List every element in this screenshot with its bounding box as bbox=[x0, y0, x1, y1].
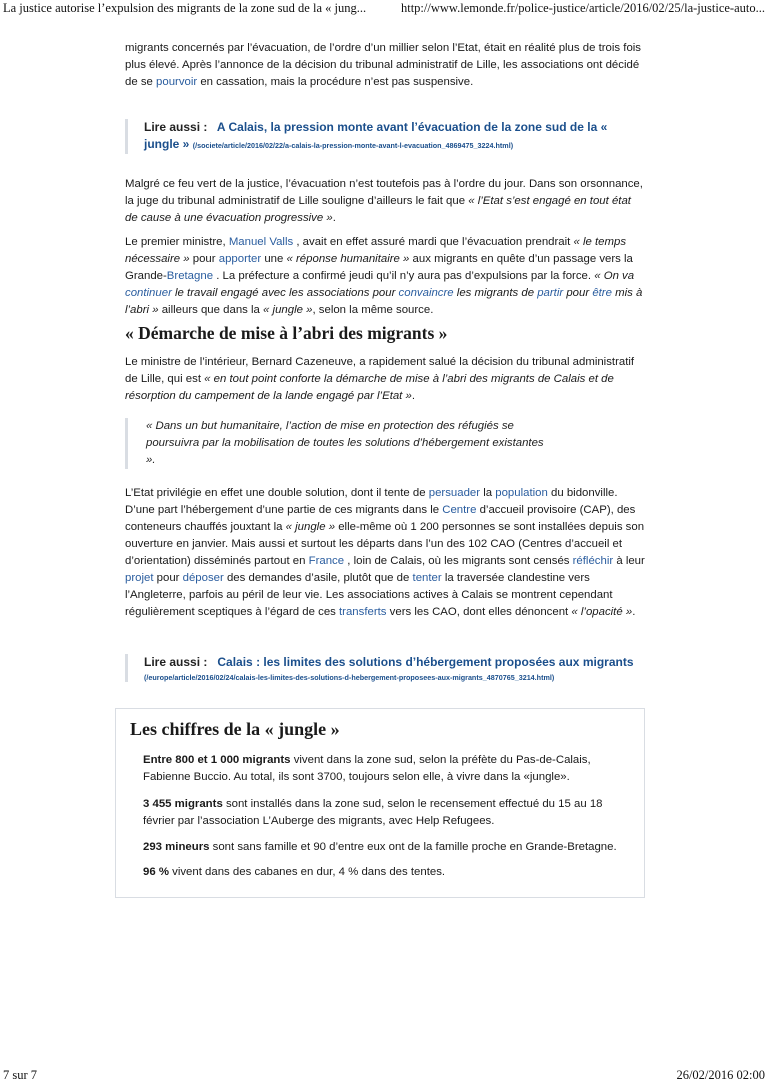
text: , avait en effet assuré mardi que l’évacuation prendrait bbox=[293, 236, 574, 248]
fact-text: sont installés dans la zone sud, selon le recensement effectué du 15 au 18 février par l’association L’Auberge des migrants, avec Help Refugees. bbox=[143, 798, 603, 827]
text: pour bbox=[189, 253, 219, 265]
text: la traversée clandestine vers l’Angleterre, parfois au péril de leur vie. Les associations actives à Calais se montrent cependant régulièrement sceptiques à l’égard de ces bbox=[125, 572, 613, 618]
link-bretagne[interactable]: Bretagne bbox=[166, 270, 214, 282]
paragraph-5 bbox=[125, 485, 645, 621]
text: pour bbox=[153, 572, 183, 584]
quote-inline: « jungle » bbox=[285, 521, 336, 533]
text: en cassation, mais la procédure n’est pas suspensive. bbox=[197, 76, 474, 88]
paragraph-4 bbox=[125, 354, 645, 405]
quote-inline: « l’opacité » bbox=[571, 606, 633, 618]
fact-bold: Entre 800 et 1 000 migrants bbox=[143, 754, 291, 766]
fact-bold: 293 mineurs bbox=[143, 841, 210, 853]
quote-inline: « le temps nécessaire » bbox=[125, 236, 627, 265]
link-apporter[interactable]: apporter bbox=[218, 253, 262, 265]
page-number: 7 sur 7 bbox=[3, 1068, 38, 1082]
related-url[interactable]: (/europe/article/2016/02/24/calais-les-limites-des-solutions-d-hebergement-proposees-aux-migrants_4870765_3214.html) bbox=[144, 673, 555, 682]
link-persuader[interactable]: persuader bbox=[428, 487, 481, 499]
text: Le premier ministre, bbox=[125, 236, 229, 248]
header-url[interactable]: http://www.lemonde.fr/police-justice/article/2016/02/25/la-justice-auto... bbox=[400, 1, 765, 15]
fact-text: vivent dans la zone sud, selon la préfète du Pas-de-Calais, Fabienne Buccio. Au total, ils sont 3700, toujours selon elle, à vivre dans la «jungle». bbox=[143, 754, 591, 783]
header-title: La justice autorise l’expulsion des migrants de la zone sud de la « jung... bbox=[3, 1, 367, 15]
quote-inline: pour bbox=[563, 287, 593, 299]
fact-item bbox=[143, 839, 633, 856]
link-partir[interactable]: partir bbox=[537, 287, 564, 299]
related-label: Lire aussi : bbox=[144, 655, 208, 669]
text: la bbox=[480, 487, 496, 499]
fact-item bbox=[143, 864, 633, 881]
related-title-link[interactable]: A Calais, la pression monte avant l’évacuation de la zone sud de la « jungle » bbox=[144, 120, 608, 151]
related-article-1[interactable] bbox=[125, 119, 634, 154]
fact-bold: 96 % bbox=[143, 866, 169, 878]
link-continuer[interactable]: continuer bbox=[125, 287, 172, 299]
link-projet[interactable]: projet bbox=[125, 572, 154, 584]
link-centre[interactable]: Centre bbox=[442, 504, 477, 516]
fact-item bbox=[143, 796, 633, 830]
text: migrants concernés par l’évacuation, de l’ordre d’un millier selon l’Etat, était en réalité plus de trois fois plus élevé. Après l’annonce de la décision du tribunal administratif de Lille, les associations ont décidé de se bbox=[125, 42, 641, 88]
blockquote: « Dans un but humanitaire, l’action de mise en protection des réfugiés se poursuivra par la mobilisation de toutes les solutions d’hébergement existantes ». bbox=[125, 418, 546, 469]
quote-inline: mis à l’abri » bbox=[125, 287, 643, 316]
quote-inline: « On va bbox=[594, 270, 635, 282]
facts-box bbox=[115, 708, 645, 898]
text: , selon la même source. bbox=[312, 304, 434, 316]
fact-text: vivent dans des cabanes en dur, 4 % dans des tentes. bbox=[168, 866, 446, 878]
link-deposer[interactable]: déposer bbox=[182, 572, 224, 584]
quote-inline: « jungle » bbox=[263, 304, 313, 316]
link-manuel-valls[interactable]: Manuel Valls bbox=[228, 236, 294, 248]
text: , loin de Calais, où les migrants sont censés bbox=[344, 555, 573, 567]
text: d’accueil provisoire (CAP), des conteneurs chauffés jouxtant la bbox=[125, 504, 636, 533]
text: à leur bbox=[613, 555, 645, 567]
facts-box-title: Les chiffres de la « jungle » bbox=[130, 719, 340, 739]
quote-inline: « réponse humanitaire » bbox=[286, 253, 410, 265]
link-pourvoir[interactable]: pourvoir bbox=[156, 76, 198, 88]
link-transferts[interactable]: transferts bbox=[339, 606, 387, 618]
paragraph-2 bbox=[125, 176, 645, 227]
section-heading: « Démarche de mise à l’abri des migrants » bbox=[125, 323, 448, 343]
paragraph-3 bbox=[125, 234, 645, 319]
text: aux migrants en quête d’un passage vers la Grande- bbox=[125, 253, 633, 282]
link-reflechir[interactable]: réfléchir bbox=[572, 555, 614, 567]
related-label: Lire aussi : bbox=[144, 120, 208, 134]
related-article-2[interactable] bbox=[125, 654, 634, 682]
fact-item bbox=[143, 752, 633, 786]
quote-inline: « l’Etat s’est engagé en tout état de cause à une évacuation progressive » bbox=[125, 195, 631, 224]
text: des demandes d’asile, plutôt que de bbox=[223, 572, 413, 584]
link-etre[interactable]: être bbox=[592, 287, 612, 299]
related-url[interactable]: (/societe/article/2016/02/22/a-calais-la-pression-monte-avant-l-evacuation_4869475_3224.html) bbox=[192, 141, 514, 150]
text: L’Etat privilégie en effet une double solution, dont il tente de bbox=[125, 487, 429, 499]
text: . bbox=[411, 390, 416, 402]
text: du bidonville. D’une part l’hébergement d’une partie de ces migrants dans le bbox=[125, 487, 618, 516]
quote-inline: « en tout point conforte la démarche de mise à l’abri des migrants de Calais et de résorption du campement de la lande engagé par l’Etat » bbox=[125, 373, 614, 402]
text: . bbox=[332, 212, 336, 224]
text: elle-même où 1 200 personnes se sont installées depuis son ouverture en janvier. Mais aussi et surtout les départs dans l’un des 102 CAO (Centres d’accueil et d’orientation) disséminés partout en bbox=[125, 521, 645, 567]
quote-inline: le travail engagé avec les associations pour bbox=[171, 287, 399, 299]
paragraph-1 bbox=[125, 40, 645, 91]
quote-inline: les migrants de bbox=[453, 287, 538, 299]
link-population[interactable]: population bbox=[495, 487, 548, 499]
text: une bbox=[261, 253, 287, 265]
fact-bold: 3 455 migrants bbox=[143, 798, 223, 810]
related-title-link[interactable]: Calais : les limites des solutions d’hébergement proposées aux migrants bbox=[217, 655, 634, 669]
fact-text: sont sans famille et 90 d’entre eux ont de la famille proche en Grande-Bretagne. bbox=[209, 841, 617, 853]
print-datetime: 26/02/2016 02:00 bbox=[676, 1068, 765, 1082]
link-convaincre[interactable]: convaincre bbox=[398, 287, 454, 299]
text: . La préfecture a confirmé jeudi qu’il n’y aura pas d’expulsions par la force. bbox=[213, 270, 595, 282]
text: Le ministre de l’intérieur, Bernard Cazeneuve, a rapidement salué la décision du tribunal administratif de Lille, qui est bbox=[125, 356, 635, 385]
text: vers les CAO, dont elles dénoncent bbox=[386, 606, 572, 618]
link-tenter[interactable]: tenter bbox=[412, 572, 442, 584]
link-france[interactable]: France bbox=[308, 555, 345, 567]
text: Malgré ce feu vert de la justice, l’évacuation n’est toutefois pas à l’ordre du jour. Dans son orsonnance, la juge du tribunal administratif de Lille souligne d’ailleurs le fait que bbox=[125, 178, 643, 207]
text: ailleurs que dans la bbox=[158, 304, 264, 316]
text: . bbox=[632, 606, 636, 618]
